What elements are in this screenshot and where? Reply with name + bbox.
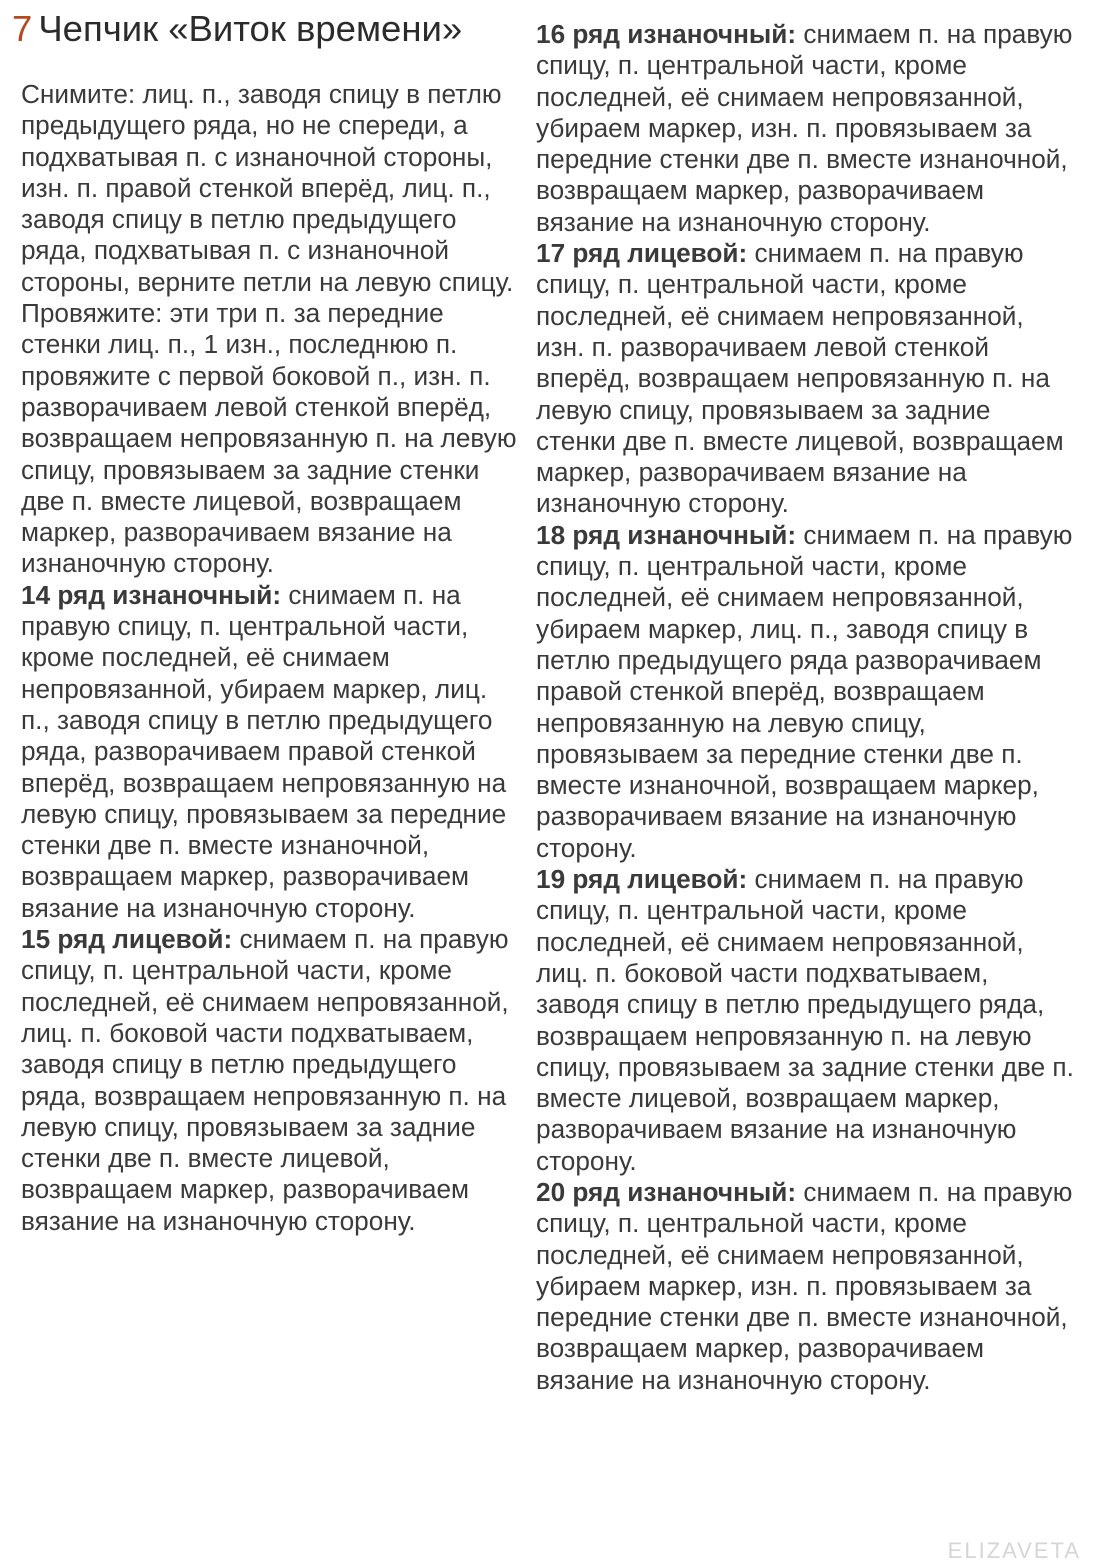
row-19: [536, 864, 1076, 1177]
row-17: [536, 238, 1076, 520]
row-label: 14 ряд изнаночный:: [21, 579, 282, 610]
row-label: 19 ряд лицевой:: [536, 864, 748, 895]
row-14: [21, 580, 521, 924]
row-20: [536, 1177, 1076, 1396]
row-text: снимаем п. на правую спицу, п. центральной части, кроме последней, её снимаем непровязанной, убираем маркер, изн. п. провязываем за передние стенки две п. вместе изнаночной, возвращаем маркер, разворачиваем вязание на изнаночную сторону.: [536, 1176, 1073, 1395]
watermark: ELIZAVETA: [947, 1538, 1081, 1563]
row-text: снимаем п. на правую спицу, п. центральной части, кроме последней, её снимаем непровязанной, лиц. п. боковой части подхватываем, заводя спицу в петлю предыдущего ряда, возвращаем непровязанную п. на левую спицу, провязываем за задние стенки две п. вместе лицевой, возвращаем маркер, разворачиваем вязание на изнаночную сторону.: [536, 864, 1074, 1176]
row-text: снимаем п. на правую спицу, п. центральной части, кроме последней, её снимаем непровязанной, убираем маркер, лиц. п., заводя спицу в петлю предыдущего ряда, разворачиваем правой стенкой вперёд, возвращаем непровязанную на левую спицу, провязываем за передние стенки две п. вместе изнаночной, возвращаем маркер, разворачиваем вязание на изнаночную сторону.: [21, 579, 507, 923]
page-title: [12, 6, 462, 52]
paragraph-remove: Снимите: лиц. п., заводя спицу в петлю предыдущего ряда, но не спереди, а подхватывая п. с изнаночной стороны, изн. п. правой стенкой вперёд, лиц. п., заводя спицу в петлю предыдущего ряда, подхватывая п. с изнаночной стороны, верните петли на левую спицу.: [21, 79, 514, 297]
row-label: 15 ряд лицевой:: [21, 924, 233, 955]
section-number: 7: [12, 8, 33, 49]
row-label: 17 ряд лицевой:: [536, 238, 748, 269]
row-label: 18 ряд изнаночный:: [536, 519, 797, 550]
row-16: [536, 19, 1076, 238]
left-column: [21, 79, 521, 1237]
row-text: снимаем п. на правую спицу, п. центральной части, кроме последней, её снимаем непровязанной, лиц. п. боковой части подхватываем, заводя спицу в петлю предыдущего ряда, возвращаем непровязанную п. на левую спицу, провязываем за задние стенки две п. вместе лицевой, возвращаем маркер, разворачиваем вязание на изнаночную сторону.: [21, 924, 509, 1236]
row-text: снимаем п. на правую спицу, п. центральной части, кроме последней, её снимаем непровязанной, убираем маркер, лиц. п., заводя спицу в петлю предыдущего ряда разворачиваем правой стенкой вперёд, возвращаем непровязанную на левую спицу, провязываем за передние стенки две п. вместе изнаночной, возвращаем маркер, разворачиваем вязание на изнаночную сторону.: [536, 519, 1073, 863]
row-text: снимаем п. на правую спицу, п. центральной части, кроме последней, её снимаем непровязанной, изн. п. разворачиваем левой стенкой вперёд, возвращаем непровязанную п. на левую спицу, провязываем за задние стенки две п. вместе лицевой, возвращаем маркер, разворачиваем вязание на изнаночную сторону.: [536, 238, 1064, 519]
paragraph-knit: Провяжите: эти три п. за передние стенки лиц. п., 1 изн., последнюю п. провяжите с первой боковой п., изн. п. разворачиваем левой стенкой вперёд, возвращаем непровязанную п. на левую спицу, провязываем за задние стенки две п. вместе лицевой, возвращаем маркер, разворачиваем вязание на изнаночную сторону.: [21, 298, 517, 579]
row-18: [536, 520, 1076, 864]
row-text: снимаем п. на правую спицу, п. центральной части, кроме последней, её снимаем непровязанной, убираем маркер, изн. п. провязываем за передние стенки две п. вместе изнаночной, возвращаем маркер, разворачиваем вязание на изнаночную сторону.: [536, 19, 1073, 237]
row-15: [21, 924, 521, 1237]
row-label: 16 ряд изнаночный:: [536, 19, 797, 49]
right-column: [536, 19, 1076, 1396]
title-text: Чепчик «Виток времени»: [38, 8, 463, 49]
row-label: 20 ряд изнаночный:: [536, 1176, 797, 1207]
